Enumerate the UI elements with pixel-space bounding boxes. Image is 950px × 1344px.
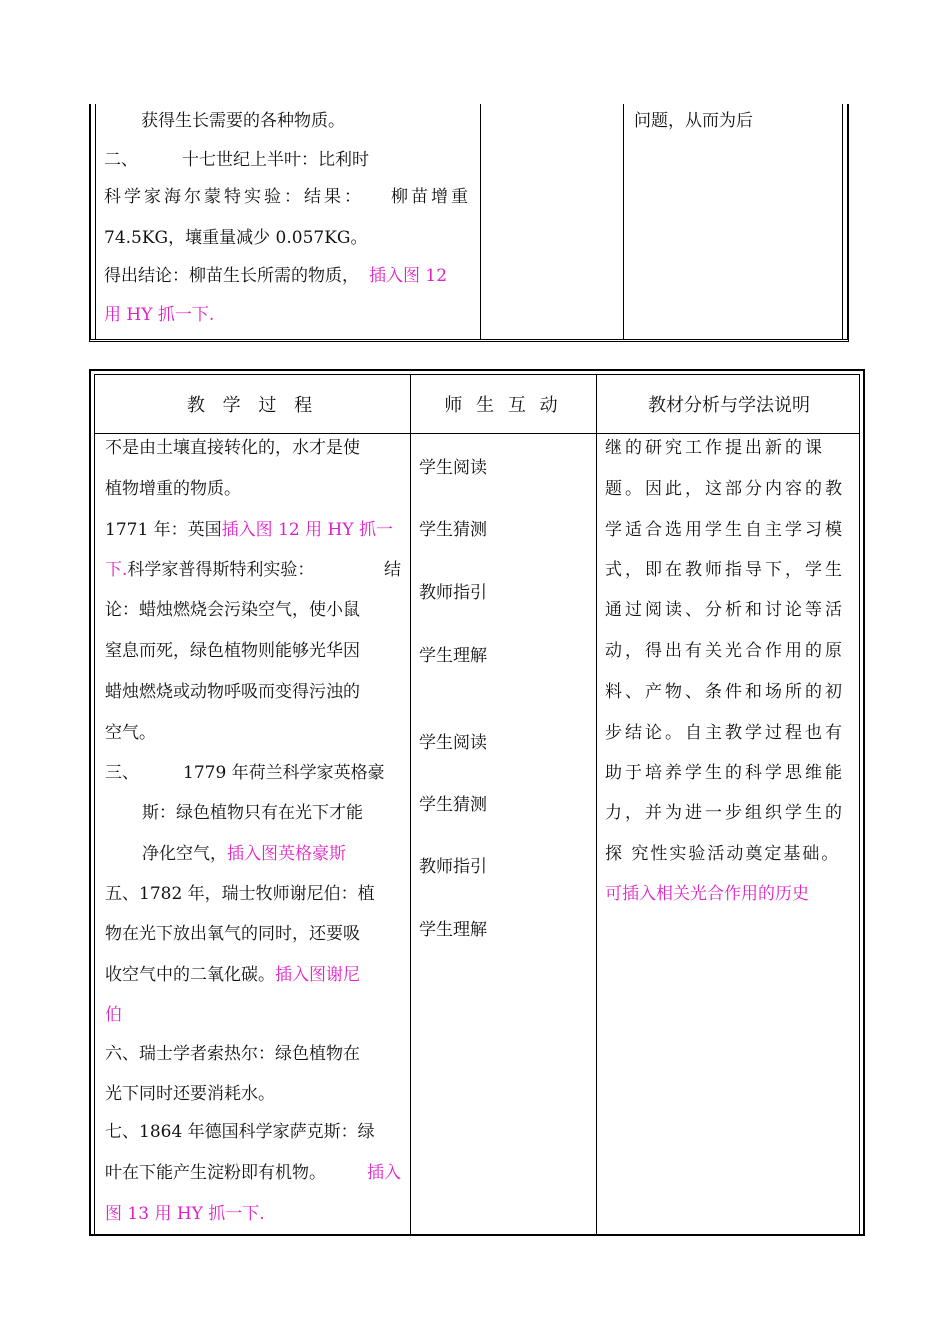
text-line — [104, 265, 447, 287]
text-span: 净化空气， — [142, 844, 227, 864]
text-line: 料、产物、条件和场所的初 — [605, 682, 845, 702]
text-line: 论：蜡烛燃烧会污染空气，使小鼠 — [105, 600, 360, 620]
text-span: 收空气中的二氧化碳。 — [105, 965, 275, 985]
text-line — [105, 762, 401, 784]
column-divider — [480, 104, 481, 339]
text-span: 科学家普得斯特利实验： — [127, 560, 315, 580]
text-line — [105, 559, 401, 581]
text-line — [104, 149, 369, 171]
text-span: 科学家海尔蒙特实验：结果： — [104, 187, 364, 207]
activity-label: 教师指引 — [419, 583, 487, 603]
text-line — [104, 186, 471, 208]
text-line — [105, 519, 401, 541]
table-inner-frame — [94, 374, 860, 1234]
top-table — [89, 104, 849, 342]
text-line: 不是由土壤直接转化的，水才是使 — [105, 438, 360, 458]
text-line: 74.5KG，壤重量减少 0.057KG。 — [104, 228, 368, 248]
activity-label: 学生猜测 — [419, 520, 487, 540]
text-line: 助于培养学生的科学思维能 — [605, 763, 845, 783]
text-line: 学适合选用学生自主学习模 — [605, 520, 845, 540]
text-line: 窒息而死，绿色植物则能够光华因 — [105, 641, 360, 661]
text-line: 光下同时还要消耗水。 — [105, 1084, 275, 1104]
text-line: 式，即在教师指导下，学生 — [605, 560, 845, 580]
insert-note: 插入图英格豪斯 — [227, 844, 346, 864]
text-line: 蜡烛燃烧或动物呼吸而变得污浊的 — [105, 682, 360, 702]
column-divider — [596, 375, 597, 1234]
header-process — [95, 375, 410, 433]
section-heading: 十七世纪上半叶：比利时 — [182, 150, 369, 170]
header-label: 教 学 过 程 — [186, 395, 319, 416]
text-span: 柳苗增重 — [391, 187, 471, 207]
text-line: 题。因此，这部分内容的教 — [605, 479, 845, 499]
header-divider — [95, 433, 859, 434]
text-span: 叶在下能产生淀粉即有机物。 — [105, 1163, 326, 1183]
insert-note: 下. — [105, 560, 128, 580]
activity-label: 学生理解 — [419, 920, 487, 940]
text-line: 问题，从而为后 — [634, 111, 753, 131]
text-line: 七、1864 年德国科学家萨克斯：绿 — [105, 1122, 375, 1142]
insert-note: 插入 — [367, 1163, 401, 1183]
text-line: 空气。 — [105, 723, 156, 743]
text-line: 五、1782 年，瑞士牧师谢尼伯：植 — [105, 884, 375, 904]
text-line: 探 究性实验活动奠定基础。 — [605, 844, 841, 864]
text-span: 得出结论：柳苗生长所需的物质， — [104, 266, 359, 286]
text-span: 1779 年荷兰科学家英格豪 — [183, 763, 385, 783]
table-inner-left-border — [95, 104, 96, 339]
text-line: 物在光下放出氧气的同时，还要吸 — [105, 924, 360, 944]
text-line: 通过阅读、分析和讨论等活 — [605, 600, 845, 620]
insert-note: 插入图 12 用 HY 抓一 — [221, 520, 393, 540]
text-line: 获得生长需要的各种物质。 — [141, 111, 345, 131]
insert-note: 可插入相关光合作用的历史 — [605, 884, 809, 904]
text-line: 植物增重的物质。 — [105, 479, 241, 499]
header-label: 教材分析与学法说明 — [648, 395, 810, 416]
activity-label: 教师指引 — [419, 857, 487, 877]
activity-label: 学生猜测 — [419, 795, 487, 815]
header-interaction — [410, 375, 596, 433]
text-line: 力，并为进一步组织学生的 — [605, 803, 845, 823]
section-number: 二、 — [104, 150, 138, 170]
main-table — [89, 369, 865, 1236]
text-line: 动，得出有关光合作用的原 — [605, 641, 845, 661]
text-span: 继的研究工作提出新的课 — [605, 438, 825, 458]
text-span: 1771 年：英国 — [105, 520, 222, 540]
text-line — [105, 964, 401, 986]
insert-note: 插入图谢尼 — [275, 965, 360, 985]
text-span: 结 — [384, 560, 401, 580]
activity-label: 学生阅读 — [419, 733, 487, 753]
text-line: 六、瑞士学者索热尔：绿色植物在 — [105, 1044, 360, 1064]
text-line — [142, 843, 346, 865]
text-line — [605, 437, 855, 459]
activity-label: 学生阅读 — [419, 458, 487, 478]
section-number: 三、 — [105, 763, 139, 783]
text-line — [105, 1162, 401, 1184]
insert-note: 图 13 用 HY 抓一下. — [105, 1204, 265, 1224]
insert-note: 用 HY 抓一下. — [104, 305, 215, 325]
insert-note: 插入图 12 — [369, 266, 448, 286]
header-analysis — [596, 375, 862, 433]
activity-label: 学生理解 — [419, 646, 487, 666]
header-label: 师 生 互 动 — [444, 395, 562, 416]
text-line: 斯：绿色植物只有在光下才能 — [142, 803, 363, 823]
column-divider — [410, 375, 411, 1234]
insert-note: 伯 — [105, 1005, 122, 1025]
table-inner-right-border — [842, 104, 843, 339]
column-divider — [623, 104, 624, 339]
text-line: 步结论。自主教学过程也有 — [605, 723, 845, 743]
